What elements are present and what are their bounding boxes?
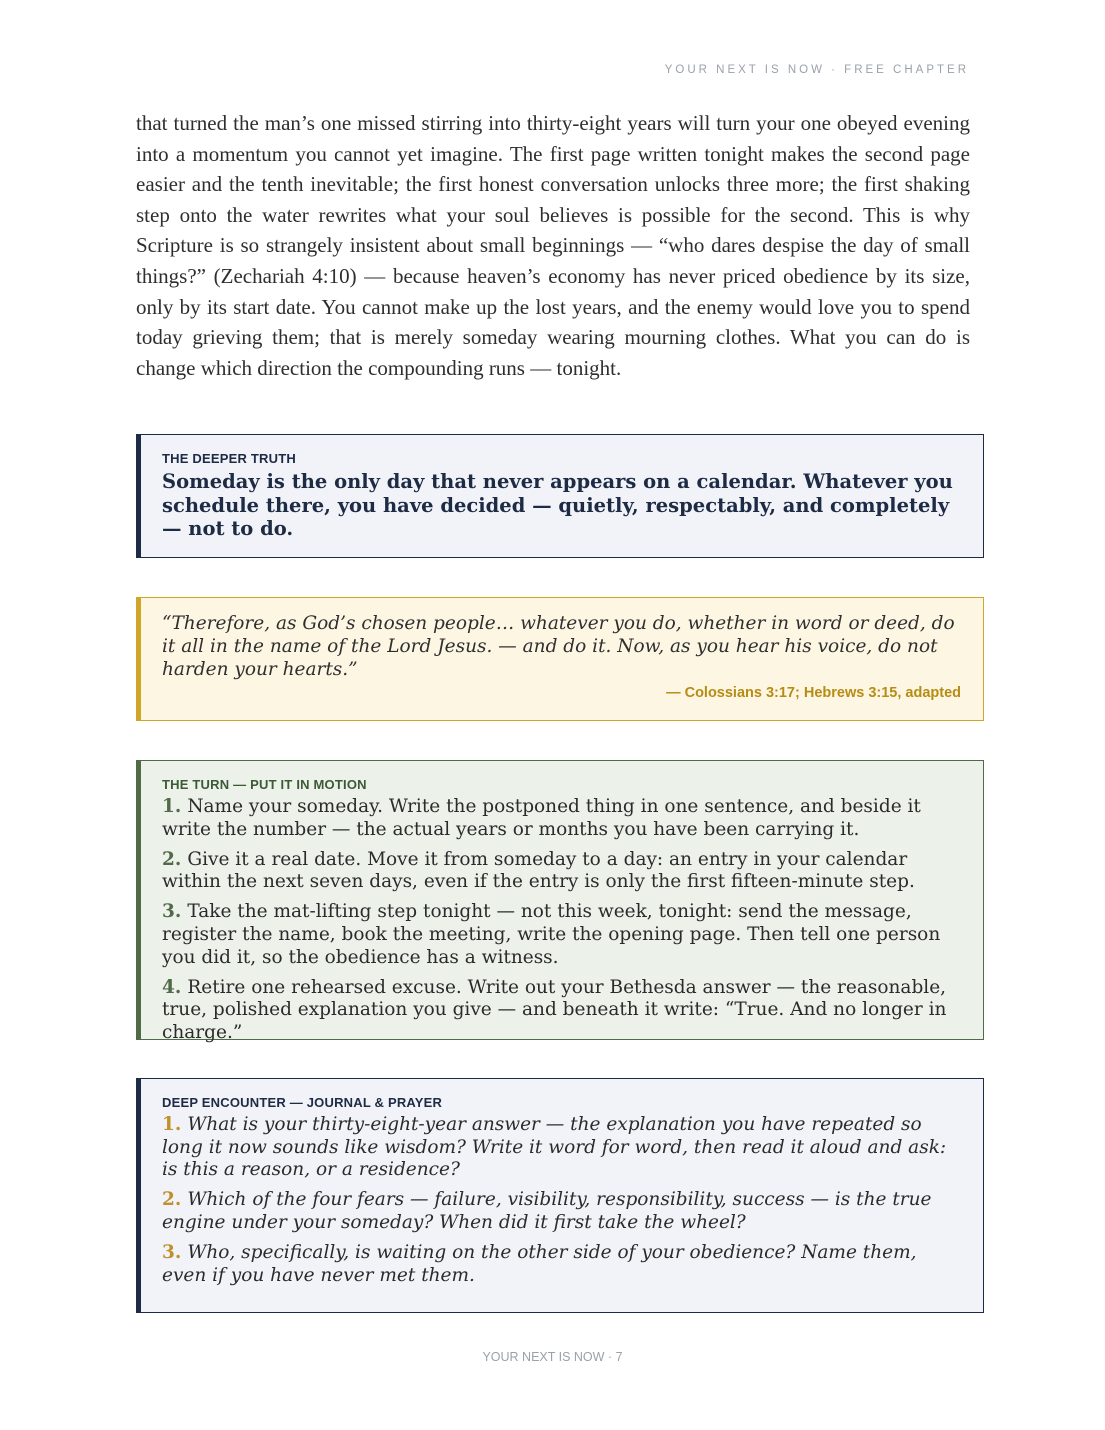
turn-step: [162, 849, 961, 894]
step-text: Take the mat-lifting step tonight — not this week, tonight: send the message, register the name, book the meeting, write the opening page. Then tell one person you did it, so the obedience has a witness.: [162, 901, 941, 968]
scripture-quote: “Therefore, as God’s chosen people… whatever you do, whether in word or deed, do it all in the name of the Lord Jesus. — and do it. Now, as you hear his voice, do not harden your hearts.”: [162, 613, 955, 680]
turn-label: THE TURN — PUT IT IN MOTION: [162, 777, 367, 792]
prompt-number: 3.: [162, 1241, 182, 1263]
encounter-label: DEEP ENCOUNTER — JOURNAL & PRAYER: [162, 1095, 443, 1110]
deeper-truth-callout: [136, 434, 984, 558]
journal-prompt: [162, 1189, 961, 1234]
step-text: Name your someday. Write the postponed thing in one sentence, and beside it write the number — the actual years or months you have been carrying it.: [162, 796, 921, 840]
journal-prompt: [162, 1114, 961, 1182]
turn-callout: [136, 760, 984, 1043]
step-number: 3.: [162, 901, 182, 923]
step-number: 4.: [162, 976, 182, 998]
page-footer: YOUR NEXT IS NOW · 7: [482, 1350, 623, 1364]
body-paragraph: that turned the man’s one missed stirring into thirty-eight years will turn your one obeyed evening into a momentum you cannot yet imagine. The first page written tonight makes the second page easier and the tenth inevitable; the first honest conversation unlocks three more; the first shaking step onto the water rewrites what your soul believes is possible for the second. This is why Scripture is so strangely insistent about small beginnings — “who dares despise the day of small things?” (Zechariah 4:10) — because heaven’s economy has never priced obedience by its size, only by its start date. You cannot make up the lost years, and the enemy would love you to spend today grieving them; that is merely someday wearing mourning clothes. What you can do is change which direction the compounding runs — tonight.: [136, 111, 970, 380]
step-text: Retire one rehearsed excuse. Write out your Bethesda answer — the reasonable, true, polished explanation you give — and beneath it write: “True. And no longer in charge.”: [162, 976, 947, 1043]
prompt-number: 1.: [162, 1114, 182, 1135]
prompt-text: What is your thirty-eight-year answer — the explanation you have repeated so long it now sounds like wisdom? Write it word for word, then read it aloud and ask: is this a reason, or a residence?: [162, 1114, 947, 1181]
journal-prompt: [162, 1242, 961, 1287]
turn-step: [162, 796, 961, 841]
encounter-callout: [136, 1078, 984, 1313]
prompt-text: Who, specifically, is waiting on the other side of your obedience? Name them, even if you have never met them.: [162, 1241, 917, 1286]
deeper-truth-statement: Someday is the only day that never appears on a calendar. Whatever you schedule there, you have decided — quietly, respectably, and completely — not to do.: [162, 470, 953, 540]
prompt-number: 2.: [162, 1189, 182, 1211]
deeper-truth-label: THE DEEPER TRUTH: [162, 451, 296, 466]
scripture-callout: [136, 597, 984, 721]
step-number: 2.: [162, 848, 182, 870]
scripture-citation: — Colossians 3:17; Hebrews 3:15, adapted: [666, 685, 961, 701]
turn-step: [162, 977, 961, 1045]
prompt-text: Which of the four fears — failure, visibility, responsibility, success — is the true engine under your someday? When did it first take the wheel?: [162, 1189, 932, 1233]
step-text: Give it a real date. Move it from someday to a day: an entry in your calendar within the next seven days, even if the entry is only the first fifteen-minute step.: [162, 848, 915, 893]
turn-step: [162, 901, 961, 969]
running-header: YOUR NEXT IS NOW · FREE CHAPTER: [664, 64, 969, 76]
step-number: 1.: [162, 796, 182, 817]
